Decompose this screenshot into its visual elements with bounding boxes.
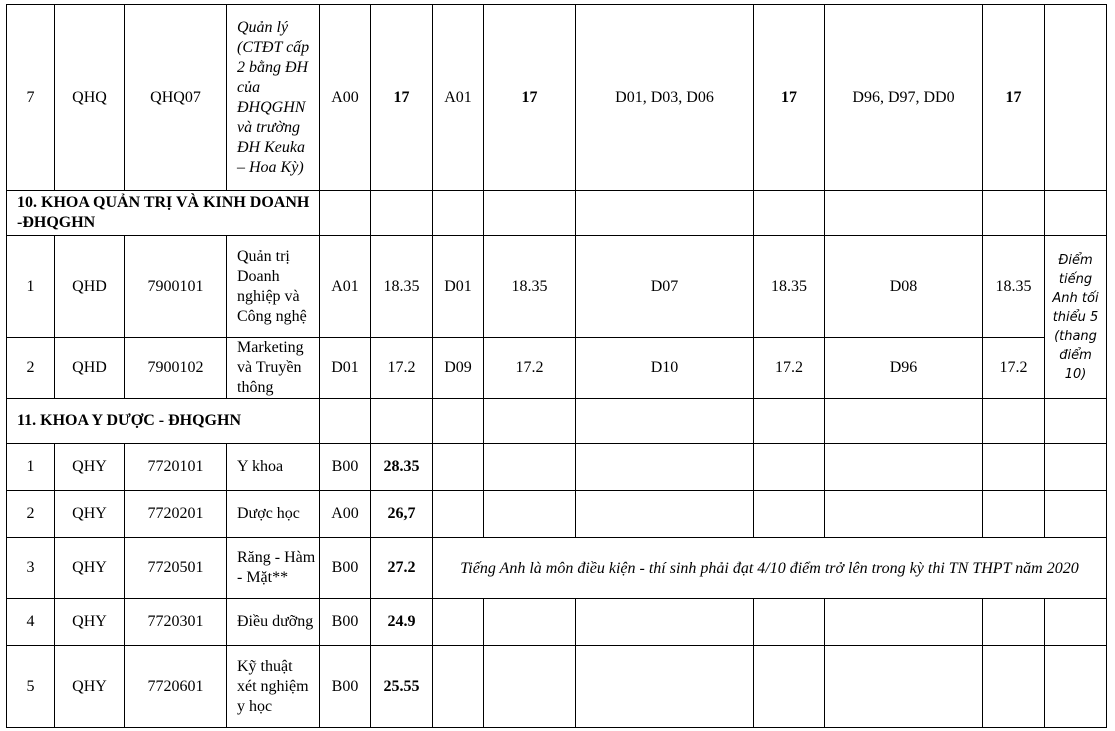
combo4-cell: D96, D97, DD0 [825,5,983,191]
stt-cell: 4 [7,599,55,646]
major-name-cell: Quản lý (CTĐT cấp 2 bằng ĐH của ĐHQGHN và trường ĐH Keuka – Hoa Kỳ) [227,5,320,191]
stt-cell: 1 [7,444,55,491]
major-code-cell: 7720601 [125,646,227,728]
score4-cell: 18.35 [983,236,1045,338]
stt-cell: 3 [7,538,55,599]
major-code-cell: 7720501 [125,538,227,599]
major-code-cell: QHQ07 [125,5,227,191]
combo1-cell: B00 [320,444,371,491]
school-code-cell: QHD [55,236,125,338]
score1-cell: 26,7 [371,491,433,538]
major-name-cell: Quản trị Doanh nghiệp và Công nghệ [227,236,320,338]
table-row [7,491,1107,538]
score4-cell: 17 [983,5,1045,191]
section-row [7,191,1107,236]
combo1-cell: B00 [320,599,371,646]
combo1-cell: A00 [320,491,371,538]
english-requirement-note: Điểm tiếng Anh tối thiểu 5 (thang điểm 10) [1045,236,1107,399]
major-code-cell: 7900102 [125,338,227,399]
combo4-cell: D08 [825,236,983,338]
score4-cell: 17.2 [983,338,1045,399]
table-row [7,5,1107,191]
school-code-cell: QHD [55,338,125,399]
note-cell [1045,5,1107,191]
table-row [7,538,1107,599]
combo2-cell: D09 [433,338,484,399]
score3-cell: 17 [754,5,825,191]
score3-cell: 18.35 [754,236,825,338]
major-name-cell: Điều dưỡng [227,599,320,646]
score1-cell: 28.35 [371,444,433,491]
combo2-cell: D01 [433,236,484,338]
stt-cell: 2 [7,338,55,399]
table-row [7,599,1107,646]
school-code-cell: QHQ [55,5,125,191]
major-name-cell: Y khoa [227,444,320,491]
combo3-cell: D10 [576,338,754,399]
score2-cell: 17 [484,5,576,191]
score1-cell: 27.2 [371,538,433,599]
table-row [7,646,1107,728]
combo2-cell: A01 [433,5,484,191]
section-row [7,399,1107,444]
major-code-cell: 7900101 [125,236,227,338]
stt-cell: 2 [7,491,55,538]
school-code-cell: QHY [55,444,125,491]
school-code-cell: QHY [55,538,125,599]
major-name-cell: Kỹ thuật xét nghiệm y học [227,646,320,728]
combo3-cell: D07 [576,236,754,338]
combo1-cell: A00 [320,5,371,191]
school-code-cell: QHY [55,491,125,538]
score2-cell: 17.2 [484,338,576,399]
admission-score-table [6,4,1107,728]
score1-cell: 17.2 [371,338,433,399]
table-row [7,338,1107,399]
stt-cell: 7 [7,5,55,191]
major-code-cell: 7720201 [125,491,227,538]
section-title: 10. KHOA QUẢN TRỊ VÀ KINH DOANH -ĐHQGHN [7,191,320,236]
combo1-cell: B00 [320,646,371,728]
score1-cell: 17 [371,5,433,191]
combo1-cell: A01 [320,236,371,338]
score3-cell: 17.2 [754,338,825,399]
score1-cell: 25.55 [371,646,433,728]
score1-cell: 18.35 [371,236,433,338]
combo1-cell: B00 [320,538,371,599]
score2-cell: 18.35 [484,236,576,338]
stt-cell: 1 [7,236,55,338]
table-row [7,444,1107,491]
stt-cell: 5 [7,646,55,728]
section-title: 11. KHOA Y DƯỢC - ĐHQGHN [7,399,320,444]
combo4-cell: D96 [825,338,983,399]
score1-cell: 24.9 [371,599,433,646]
combo3-cell: D01, D03, D06 [576,5,754,191]
school-code-cell: QHY [55,646,125,728]
major-name-cell: Marketing và Truyền thông [227,338,320,399]
major-name-cell: Dược học [227,491,320,538]
english-condition-note: Tiếng Anh là môn điều kiện - thí sinh phải đạt 4/10 điểm trở lên trong kỳ thi TN THPT năm 2020 [433,538,1107,599]
table-row [7,236,1107,338]
major-code-cell: 7720101 [125,444,227,491]
school-code-cell: QHY [55,599,125,646]
major-name-cell: Răng - Hàm - Mặt** [227,538,320,599]
major-code-cell: 7720301 [125,599,227,646]
combo1-cell: D01 [320,338,371,399]
